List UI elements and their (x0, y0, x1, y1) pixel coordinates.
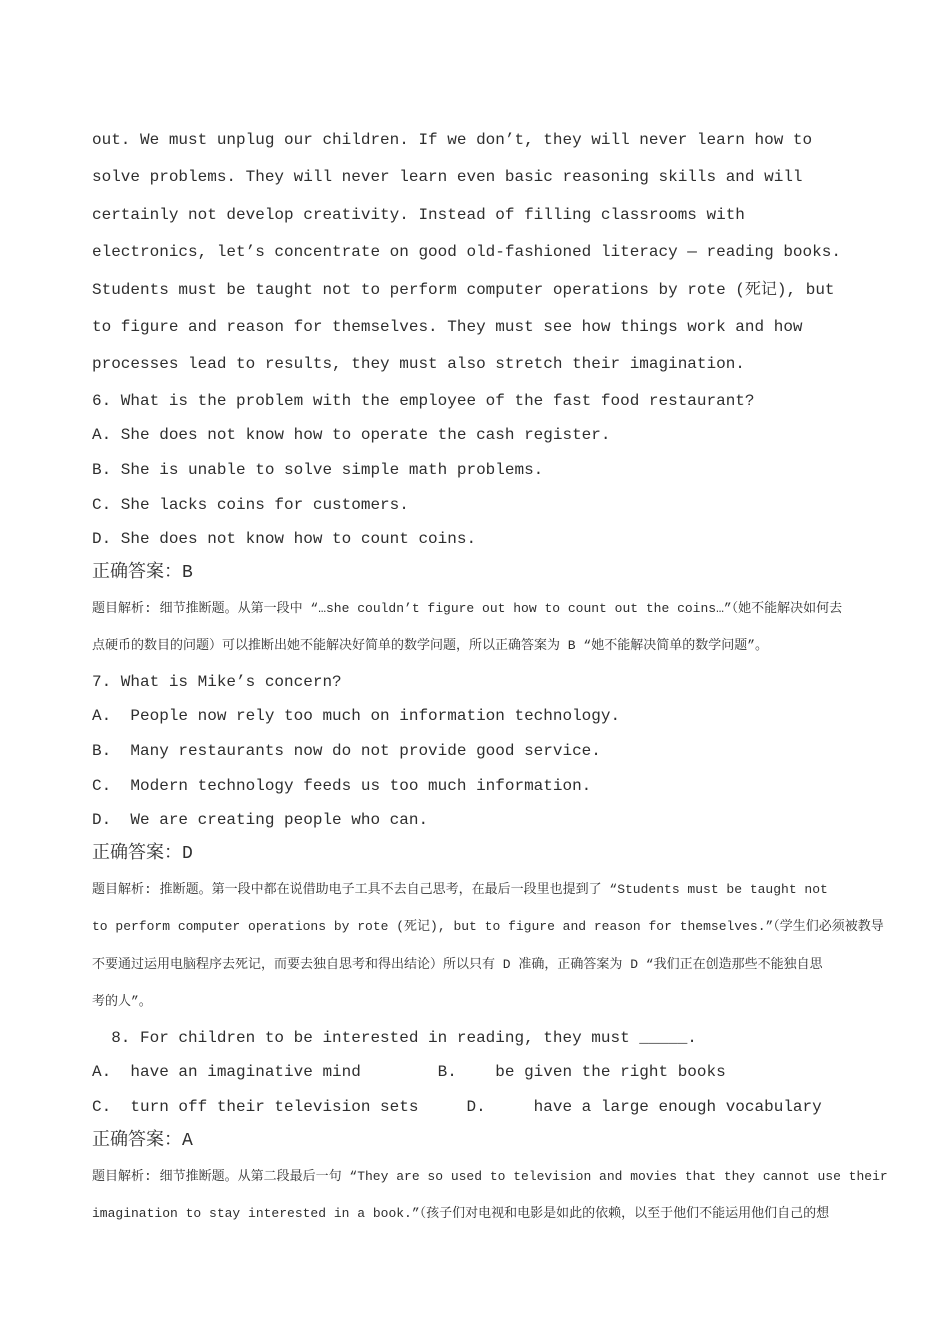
question-6-option-c: C. She lacks coins for customers. (92, 495, 409, 514)
question-7-option-d: D. We are creating people who can. (92, 811, 429, 830)
question-7-explanation-line: 题目解析: 推断题。第一段中都在说借助电子工具不去自己思考，在最后一段里也提到了 “Students must be taught not (92, 881, 828, 897)
question-8-text: 8. For children to be interested in reading, they must _____. (92, 1028, 697, 1047)
question-7-option-c: C. Modern technology feeds us too much information. (92, 776, 592, 795)
question-6-explanation-line: 题目解析: 细节推断题。从第一段中 “…she couldn’t figure out how to count out the coins…”（她不能解决如何去 (92, 600, 843, 616)
question-7-option-a: A. People now rely too much on information technology. (92, 707, 621, 726)
question-7-explanation-line: 不要通过运用电脑程序去死记，而要去独自思考和得出结论）所以只有 D 准确，正确答案为 D “我们正在创造那些不能独自思 (92, 956, 823, 972)
passage-line: Students must be taught not to perform computer operations by rote (死记), but (92, 280, 835, 299)
question-6-answer: 正确答案：B (92, 562, 193, 583)
question-8-block (92, 1021, 910, 1233)
question-7-option-b: B. Many restaurants now do not provide good service. (92, 742, 601, 760)
question-6-option-b: B. She is unable to solve simple math problems. (92, 461, 544, 480)
question-7-explanation-line: 考的人”。 (92, 994, 152, 1010)
question-6-option-d: D. She does not know how to count coins. (92, 530, 477, 549)
question-8-options-row-cd: C. turn off their television sets D. have a large enough vocabulary (92, 1097, 822, 1116)
passage-line: processes lead to results, they must also stretch their imagination. (92, 355, 745, 374)
question-6-block (92, 384, 910, 665)
question-7-block (92, 665, 910, 1021)
question-8-explanation-line: 题目解析: 细节推断题。从第二段最后一句 “They are so used to television and movies that they cannot use their (92, 1168, 888, 1184)
question-6-text: 6. What is the problem with the employee of the fast food restaurant? (92, 391, 755, 410)
question-7-answer: 正确答案：D (92, 843, 193, 864)
question-8-answer: 正确答案：A (92, 1130, 193, 1151)
question-8-explanation-line: imagination to stay interested in a book.”（孩子们对电视和电影是如此的依赖，以至于他们不能运用他们自己的想 (92, 1206, 830, 1222)
question-7-explanation-line: to perform computer operations by rote (死记), but to figure and reason for themselves.”（学生们必须被教导 (92, 919, 884, 935)
question-8-options-row-ab: A. have an imaginative mind B. be given the right books (92, 1063, 726, 1082)
question-6-explanation-line: 点硬币的数目的问题）可以推断出她不能解决好简单的数学问题，所以正确答案为 B “她不能解决简单的数学问题”。 (92, 638, 769, 654)
passage-line: out. We must unplug our children. If we don’t, they will never learn how to (92, 131, 813, 149)
question-7-text: 7. What is Mike’s concern? (92, 672, 342, 691)
passage-line: certainly not develop creativity. Instead of filling classrooms with (92, 205, 745, 224)
reading-passage (92, 122, 910, 384)
passage-line: electronics, let’s concentrate on good old-fashioned literacy — reading books. (92, 243, 841, 262)
question-6-option-a: A. She does not know how to operate the cash register. (92, 426, 611, 445)
passage-line: to figure and reason for themselves. They must see how things work and how (92, 318, 803, 337)
passage-line: solve problems. They will never learn even basic reasoning skills and will (92, 168, 803, 187)
